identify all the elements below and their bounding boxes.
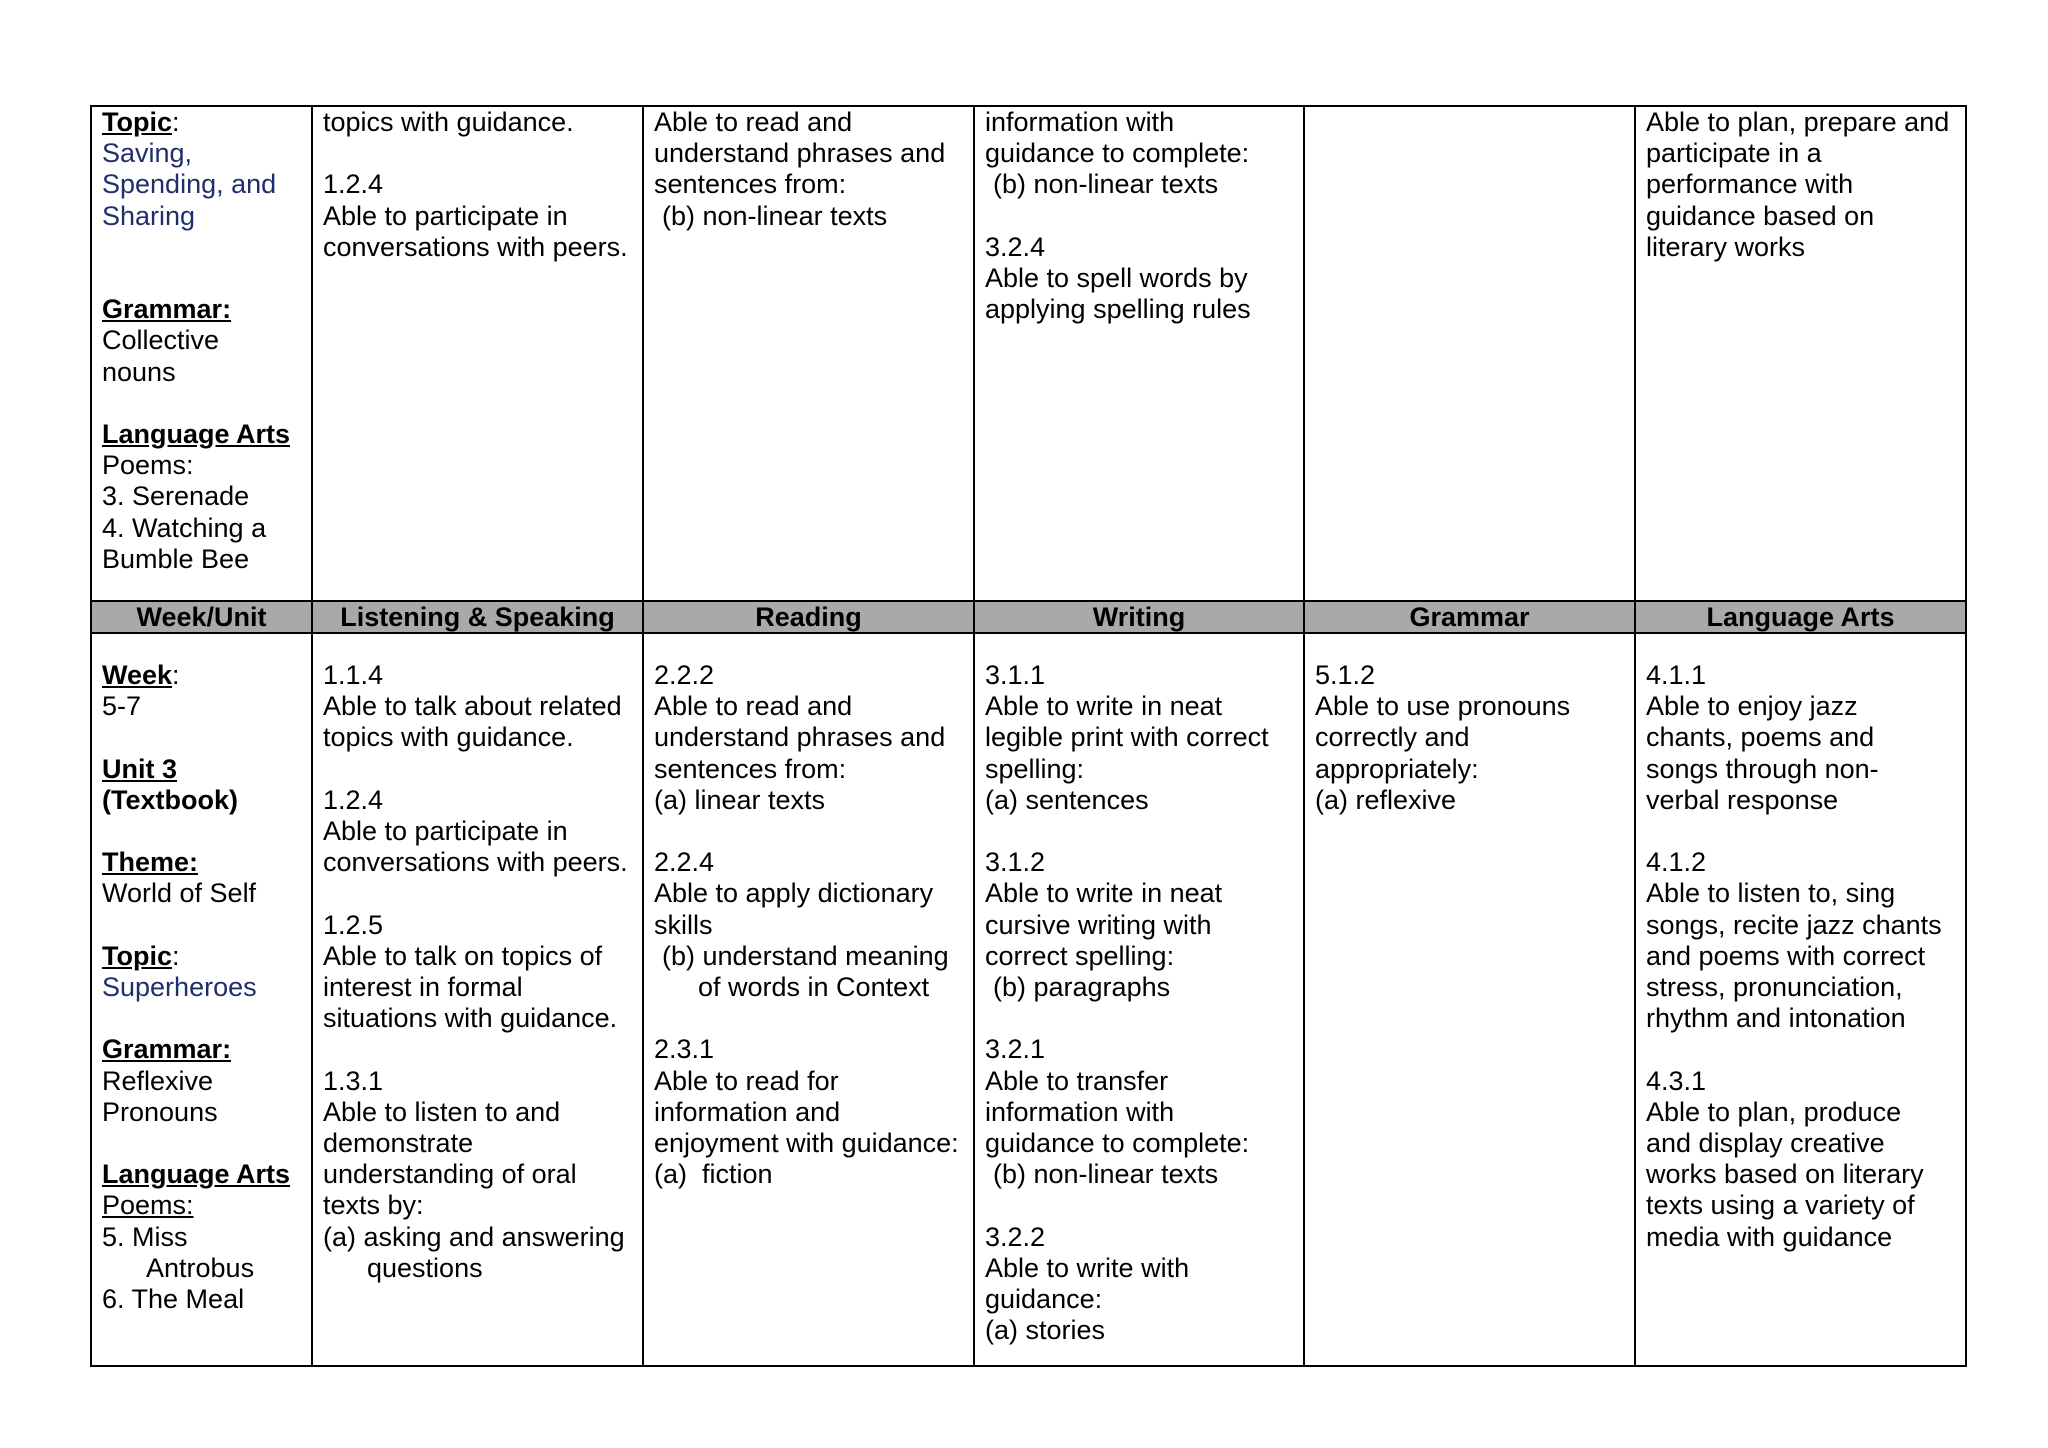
header-listening-speaking: Listening & Speaking [312,601,643,633]
text-line: information with [985,1096,1175,1127]
topic-label: Topic [102,940,172,971]
text-line: Able to listen to, sing [1646,878,1896,909]
grammar-line: Reflexive [102,1065,214,1096]
writing-cell [974,106,1304,601]
grammar-label: Grammar: [102,1034,232,1065]
text-line: guidance based on [1646,200,1875,231]
text-line: cursive writing with [985,909,1212,940]
week-label: Week [102,660,173,690]
text-line: information and [654,1096,841,1127]
text-line: songs through non- [1646,753,1879,784]
standard-code: 3.2.2 [985,1221,1046,1252]
text-line: (a) linear texts [654,784,826,815]
text-line: texts by: [323,1190,424,1221]
text-line: information with [985,107,1175,137]
text-line: verbal response [1646,784,1839,815]
text-line: applying spelling rules [985,294,1251,325]
topic-colon: : [172,940,180,971]
standard-code: 5.1.2 [1315,660,1376,690]
standard-code: 3.2.4 [985,231,1046,262]
writing-cell [974,633,1304,1366]
text-line: understand phrases and [654,722,946,753]
text-line: guidance: [985,1284,1103,1315]
text-line: topics with guidance. [323,722,574,753]
text-line: demonstrate [323,1128,474,1158]
topic-label: Topic [102,107,172,137]
text-line: (a) reflexive [1315,784,1457,815]
grammar-line: nouns [102,356,176,387]
text-line: Able to listen to and [323,1096,561,1127]
standard-code: 2.3.1 [654,1034,715,1065]
text-line: legible print with correct [985,722,1269,753]
unit-label: Unit 3 [102,753,178,784]
topic-value: Superheroes [102,971,257,1002]
topic-line: Spending, and [102,169,277,200]
text-line: Able to apply dictionary [654,878,934,909]
text-line: situations with guidance. [323,1003,618,1034]
text-line: literary works [1646,231,1806,262]
text-line: Able to write in neat [985,878,1223,909]
text-line: stress, pronunciation, [1646,972,1903,1003]
standard-code: 1.1.4 [323,660,384,690]
header-writing: Writing [974,601,1304,633]
text-line: questions [367,1252,483,1283]
standard-code: 3.1.2 [985,847,1046,878]
text-line: texts using a variety of [1646,1190,1915,1221]
header-grammar: Grammar [1304,601,1635,633]
standard-code: 4.1.1 [1646,660,1707,690]
standard-code: 3.2.1 [985,1034,1046,1065]
text-line: of words in Context [698,972,930,1003]
text-line: Able to transfer [985,1065,1169,1096]
grammar-line: Pronouns [102,1096,218,1127]
poems-label: Poems: [102,1190,194,1221]
text-line: enjoyment with guidance: [654,1128,959,1159]
text-line: (b) non-linear texts [662,200,888,231]
text-line: understand phrases and [654,138,946,169]
text-line: Able to talk on topics of [323,940,603,971]
text-line: Able to participate in [323,200,568,231]
standard-code: 4.3.1 [1646,1065,1707,1096]
standard-code: 1.2.4 [323,784,384,815]
standard-code: 1.3.1 [323,1065,384,1096]
poem-line: 3. Serenade [102,481,250,512]
listening-cell [312,106,643,601]
text-line: correctly and [1315,722,1470,753]
header-language-arts: Language Arts [1635,601,1966,633]
table-header-row [91,601,1966,633]
grammar-cell [1304,106,1635,601]
language-arts-cell [1635,106,1966,601]
language-arts-cell [1635,633,1966,1366]
text-line: understanding of oral [323,1159,577,1190]
text-line: (b) non-linear texts [993,1159,1219,1190]
theme-value: World of Self [102,878,257,909]
text-line: correct spelling: [985,940,1175,971]
unit-sub: (Textbook) [102,784,238,815]
table-row-week-5-7 [91,633,1966,1366]
week-unit-cell [91,106,312,601]
text-line: and poems with correct [1646,940,1926,971]
topic-line: Saving, [102,138,193,169]
text-line: sentences from: [654,753,847,784]
text-line: Able to plan, prepare and [1646,107,1950,137]
text-line: (a) fiction [654,1159,773,1190]
week-value: 5-7 [102,691,142,722]
text-line: participate in a [1646,138,1822,169]
text-line: guidance to complete: [985,138,1250,169]
text-line: Able to participate in [323,816,568,846]
text-line: media with guidance [1646,1221,1893,1252]
text-line: appropriately: [1315,753,1479,784]
scheme-of-work-table [90,105,1967,1367]
text-line: skills [654,909,713,940]
text-line: and display creative [1646,1128,1885,1159]
text-line: (b) understand meaning [662,940,949,971]
grammar-cell [1304,633,1635,1366]
poem-line: Antrobus [146,1252,255,1283]
text-line: songs, recite jazz chants [1646,909,1942,940]
text-line: Able to talk about related [323,691,622,722]
text-line: Able to read and [654,107,853,137]
text-line: Able to write with [985,1252,1190,1283]
poem-line: Bumble Bee [102,543,250,574]
text-line: Able to use pronouns [1315,691,1571,722]
text-line: performance with [1646,169,1854,200]
text-line: conversations with peers. [323,847,628,878]
text-line: conversations with peers. [323,231,628,262]
text-line: sentences from: [654,169,847,200]
standard-code: 1.2.5 [323,909,384,940]
text-line: (a) asking and answering [323,1221,625,1252]
text-line: spelling: [985,753,1085,784]
grammar-line: Collective [102,325,220,356]
text-line: works based on literary [1646,1159,1924,1190]
text-line: rhythm and intonation [1646,1003,1906,1034]
text-line: chants, poems and [1646,722,1875,753]
theme-label: Theme: [102,847,199,878]
text-line: topics with guidance. [323,107,574,137]
text-line: Able to write in neat [985,691,1223,722]
standard-code: 2.2.4 [654,847,715,878]
grammar-label: Grammar: [102,294,232,325]
poem-line: Poems: [102,450,194,481]
text-line: guidance to complete: [985,1128,1250,1159]
reading-cell [643,106,974,601]
poem-line: 5. Miss [102,1221,188,1252]
standard-code: 1.2.4 [323,169,384,200]
text-line: Able to enjoy jazz [1646,691,1858,722]
standard-code: 3.1.1 [985,660,1046,690]
poem-line: 4. Watching a [102,512,267,543]
text-line: Able to read and [654,691,853,722]
text-line: Able to read for [654,1065,839,1096]
text-line: (b) paragraphs [993,972,1171,1003]
text-line: Able to plan, produce [1646,1096,1902,1127]
listening-cell [312,633,643,1366]
header-reading: Reading [643,601,974,633]
table-row-continuation [91,106,1966,601]
topic-colon: : [172,107,180,137]
topic-line: Sharing [102,200,196,231]
text-line: (a) stories [985,1315,1106,1346]
header-week-unit: Week/Unit [91,601,312,633]
reading-cell [643,633,974,1366]
text-line: (b) non-linear texts [993,169,1219,200]
week-unit-cell [91,633,312,1366]
standard-code: 4.1.2 [1646,847,1707,878]
text-line: interest in formal [323,972,523,1002]
language-arts-label: Language Arts [102,418,291,449]
text-line: (a) sentences [985,784,1149,815]
poem-line: 6. The Meal [102,1283,245,1314]
week-colon: : [172,660,180,690]
text-line: Able to spell words by [985,263,1248,293]
standard-code: 2.2.2 [654,660,715,690]
language-arts-label: Language Arts [102,1159,291,1190]
